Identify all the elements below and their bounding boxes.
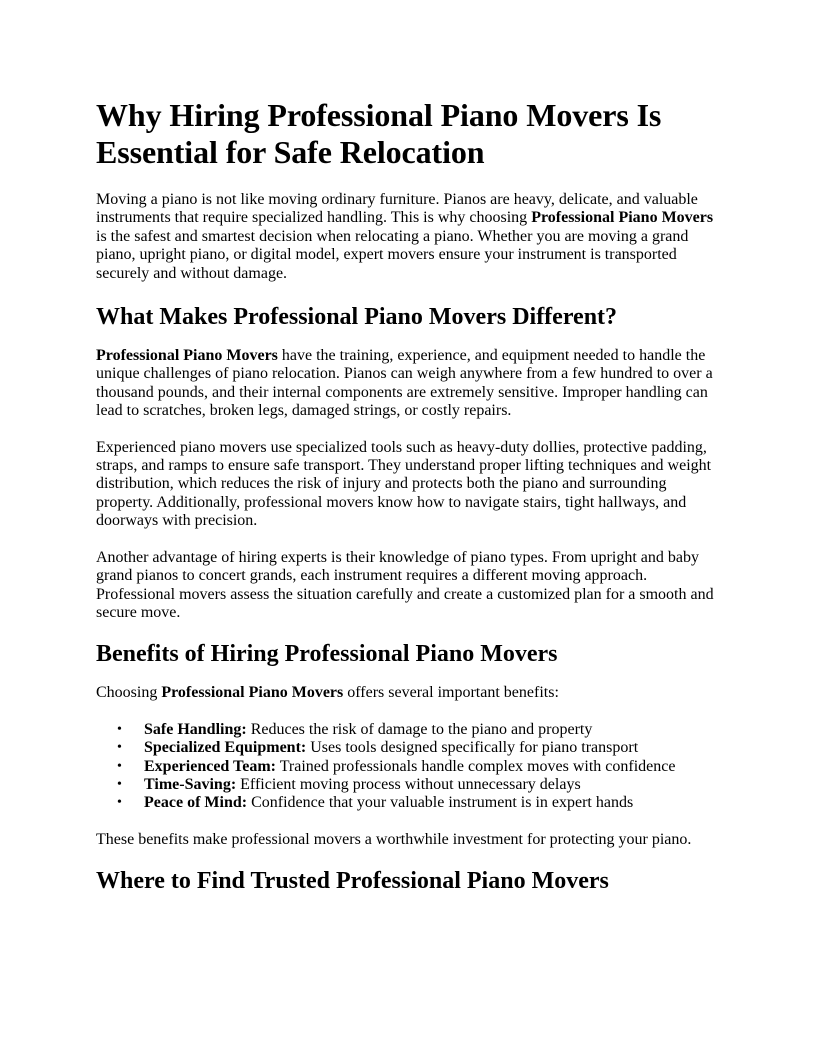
section-where-heading-block: [96, 867, 720, 895]
list-item-text: Efficient moving process without unnecessary delays: [236, 775, 581, 793]
section-benefits-lead-bold: Professional Piano Movers: [161, 684, 344, 702]
section-what-makes-p1-text: have the training, experience, and equipment needed to handle the unique challenges of piano relocation. Pianos can weigh anywhere from a few hundred to over a thousand pounds, and their internal components are extremely sensitive. Improper handling can lead to scratches, broken legs, damaged strings, or costly repairs.: [96, 347, 713, 420]
page-title: Why Hiring Professional Piano Movers Is Essential for Safe Relocation: [96, 97, 662, 170]
bullet-icon: •: [117, 758, 122, 774]
bullet-icon: •: [117, 795, 122, 811]
list-item: [117, 775, 720, 794]
intro-bold-term: Professional Piano Movers: [531, 209, 714, 227]
list-item-label: Peace of Mind:: [144, 794, 248, 812]
list-item-text: Trained professionals handle complex moves with confidence: [276, 757, 676, 775]
section-what-makes-paragraph-1: [96, 347, 720, 421]
list-item: [117, 757, 720, 776]
bullet-icon: •: [117, 740, 122, 756]
section-benefits-lead-before: Choosing: [96, 684, 162, 702]
section-where-heading: Where to Find Trusted Professional Piano Movers: [96, 868, 609, 895]
title-block: [96, 97, 720, 171]
section-benefits-heading: Benefits of Hiring Professional Piano Movers: [96, 641, 558, 668]
section-what-makes-heading-block: [96, 303, 720, 331]
section-benefits-lead-after: offers several important benefits:: [343, 684, 559, 702]
list-item: [117, 794, 720, 812]
list-item-text: Uses tools designed specifically for piano transport: [306, 739, 639, 757]
intro-text-before: Moving a piano is not like moving ordinary furniture. Pianos are heavy, delicate, and valuable instruments that require specialized handling. This is why choosing: [96, 191, 698, 227]
list-item-label: Experienced Team:: [144, 757, 276, 775]
section-what-makes-heading: What Makes Professional Piano Movers Different?: [96, 304, 618, 331]
section-benefits-heading-block: [96, 640, 720, 668]
section-what-makes-paragraph-2: Experienced piano movers use specialized tools such as heavy-duty dollies, protective padding, straps, and ramps to ensure safe transport. They understand proper lifting techniques and weight distribution, which reduces the risk of injury and protects both the piano and surrounding property. Additionally, professional movers know how to navigate stairs, tight hallways, and doorways with precision.: [96, 438, 712, 530]
list-item-label: Specialized Equipment:: [144, 739, 307, 757]
list-item-label: Safe Handling:: [144, 720, 247, 738]
bullet-icon: •: [117, 776, 122, 792]
intro-paragraph: [96, 191, 720, 283]
list-item-label: Time-Saving:: [144, 775, 237, 793]
bullet-icon: •: [117, 721, 122, 737]
section-benefits-closing: These benefits make professional movers a worthwhile investment for protecting your piano.: [96, 830, 692, 848]
intro-text-after: is the safest and smartest decision when relocating a piano. Whether you are moving a grand piano, upright piano, or digital model, expert movers ensure your instrument is transported securely and without damage.: [96, 227, 689, 282]
section-what-makes-paragraph-3: Another advantage of hiring experts is their knowledge of piano types. From upright and baby grand pianos to concert grands, each instrument requires a different moving approach. Professional movers assess the situation carefully and create a customized plan for a smooth and secure move.: [96, 548, 714, 621]
list-item: [117, 720, 720, 739]
list-item-text: Reduces the risk of damage to the piano and property: [246, 720, 593, 738]
section-benefits-lead: [96, 684, 720, 702]
list-item: [117, 739, 720, 757]
list-item-text: Confidence that your valuable instrument is in expert hands: [247, 794, 634, 812]
benefits-list: [96, 721, 720, 813]
section-what-makes-bold-term: Professional Piano Movers: [96, 347, 278, 365]
